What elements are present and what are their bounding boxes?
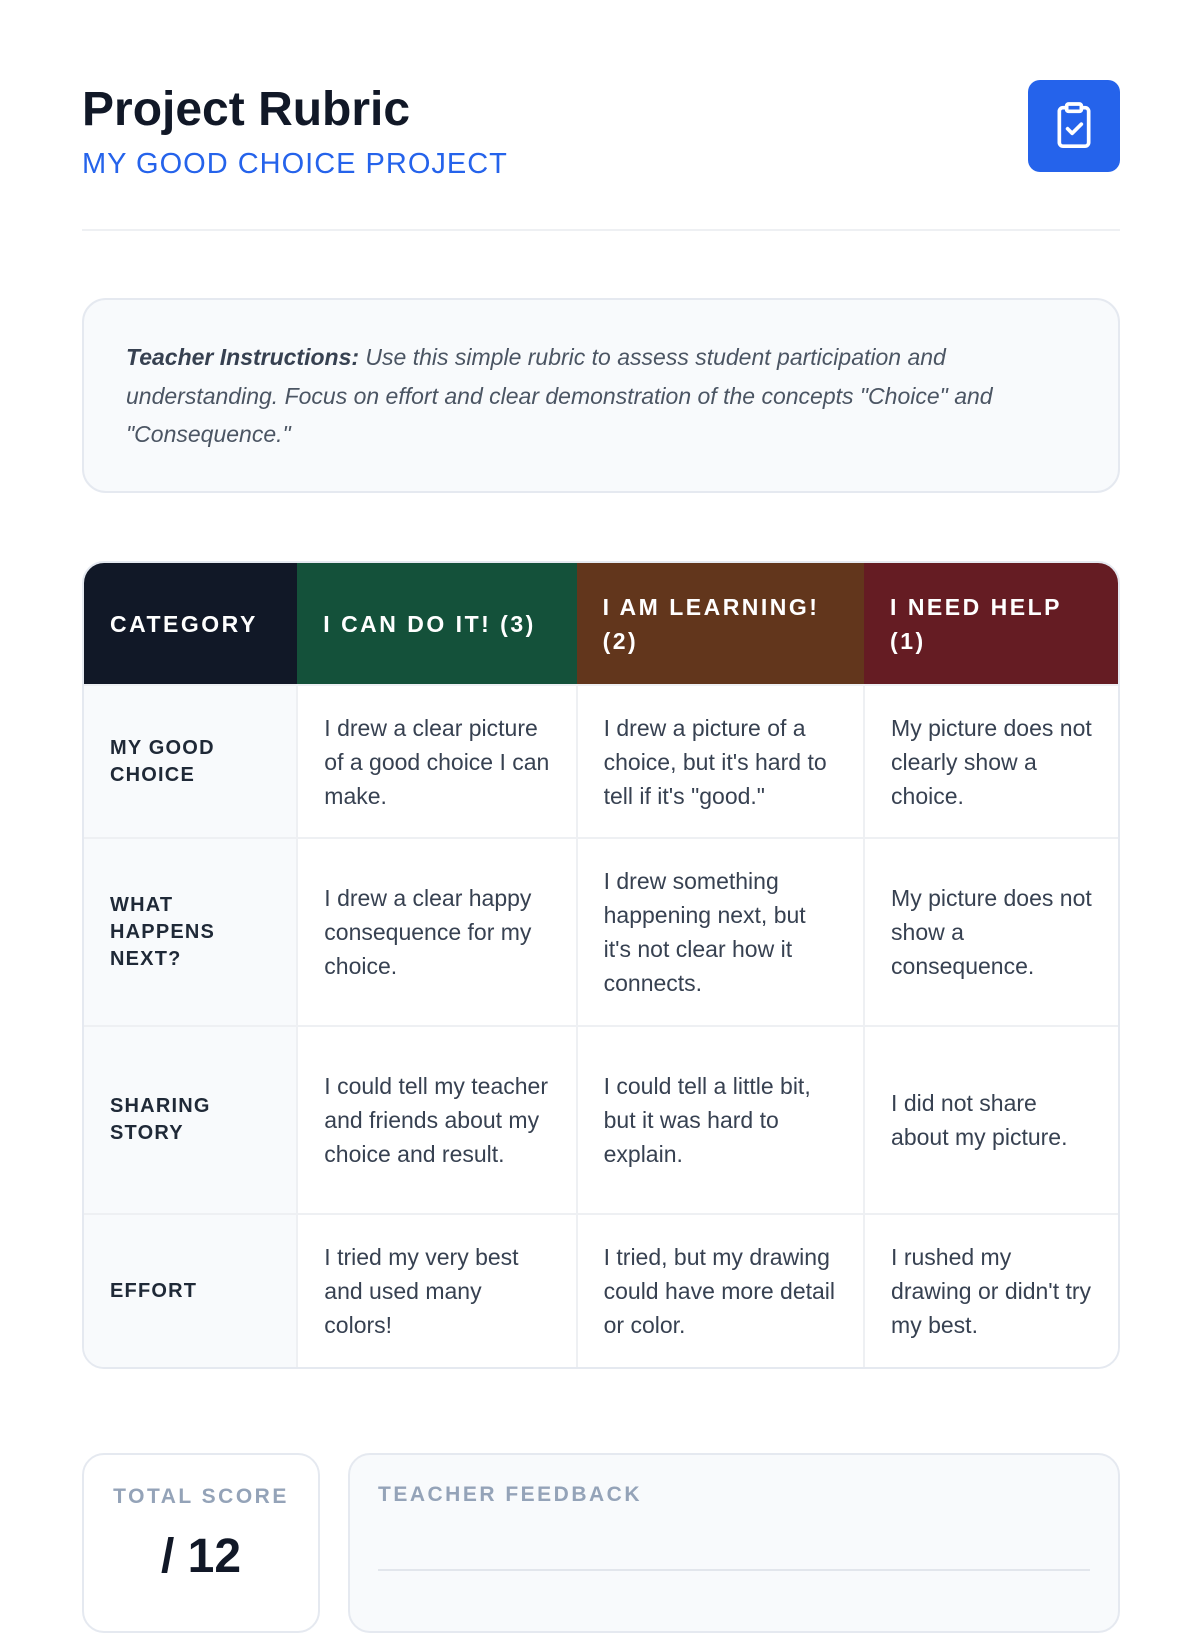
row-category: SHARING STORY bbox=[84, 1026, 297, 1214]
rubric-table bbox=[82, 561, 1120, 1369]
table-row bbox=[84, 838, 1118, 1026]
total-score-label: TOTAL SCORE bbox=[113, 1485, 289, 1508]
level-2-cell: I drew something happening next, but it's not clear how it connects. bbox=[577, 838, 864, 1026]
row-category: WHAT HAPPENS NEXT? bbox=[84, 838, 297, 1026]
page-subtitle: MY GOOD CHOICE PROJECT bbox=[82, 148, 508, 180]
header-category: CATEGORY bbox=[84, 563, 297, 685]
table-row bbox=[84, 1214, 1118, 1367]
level-3-cell: I could tell my teacher and friends about my choice and result. bbox=[297, 1026, 576, 1214]
row-category: EFFORT bbox=[84, 1214, 297, 1367]
teacher-feedback-box bbox=[348, 1453, 1120, 1633]
feedback-writing-line bbox=[378, 1569, 1090, 1571]
instructions-text: Use this simple rubric to assess student participation and understanding. Focus on effort and clear demonstration of the concepts "Choice" and "Consequence." bbox=[126, 344, 993, 447]
rubric-header-row bbox=[84, 563, 1118, 685]
level-3-cell: I drew a clear picture of a good choice I can make. bbox=[297, 685, 576, 838]
total-score-value: / 12 bbox=[160, 1530, 242, 1583]
level-2-cell: I tried, but my drawing could have more detail or color. bbox=[577, 1214, 864, 1367]
level-2-cell: I could tell a little bit, but it was hard to explain. bbox=[577, 1026, 864, 1214]
rubric-page bbox=[82, 0, 1120, 1583]
level-2-cell: I drew a picture of a choice, but it's hard to tell if it's "good." bbox=[577, 685, 864, 838]
level-1-cell: I rushed my drawing or didn't try my best. bbox=[864, 1214, 1118, 1367]
page-header bbox=[82, 0, 1120, 231]
instructions-lead: Teacher Instructions: bbox=[126, 344, 360, 370]
teacher-instructions bbox=[82, 298, 1120, 493]
row-category: MY GOOD CHOICE bbox=[84, 685, 297, 838]
table-row bbox=[84, 1026, 1118, 1214]
header-level-3: I CAN DO IT! (3) bbox=[297, 563, 576, 685]
page-title: Project Rubric bbox=[82, 83, 411, 136]
clipboard-badge bbox=[1028, 80, 1120, 172]
table-row bbox=[84, 685, 1118, 838]
level-3-cell: I tried my very best and used many colors! bbox=[297, 1214, 576, 1367]
level-1-cell: My picture does not show a consequence. bbox=[864, 838, 1118, 1026]
level-1-cell: My picture does not clearly show a choice. bbox=[864, 685, 1118, 838]
level-1-cell: I did not share about my picture. bbox=[864, 1026, 1118, 1214]
teacher-feedback-label: TEACHER FEEDBACK bbox=[378, 1483, 643, 1506]
total-score-box bbox=[82, 1453, 320, 1633]
header-level-1: I NEED HELP (1) bbox=[864, 563, 1118, 685]
header-level-2: I AM LEARNING! (2) bbox=[577, 563, 864, 685]
clipboard-check-icon bbox=[1052, 102, 1096, 150]
level-3-cell: I drew a clear happy consequence for my choice. bbox=[297, 838, 576, 1026]
